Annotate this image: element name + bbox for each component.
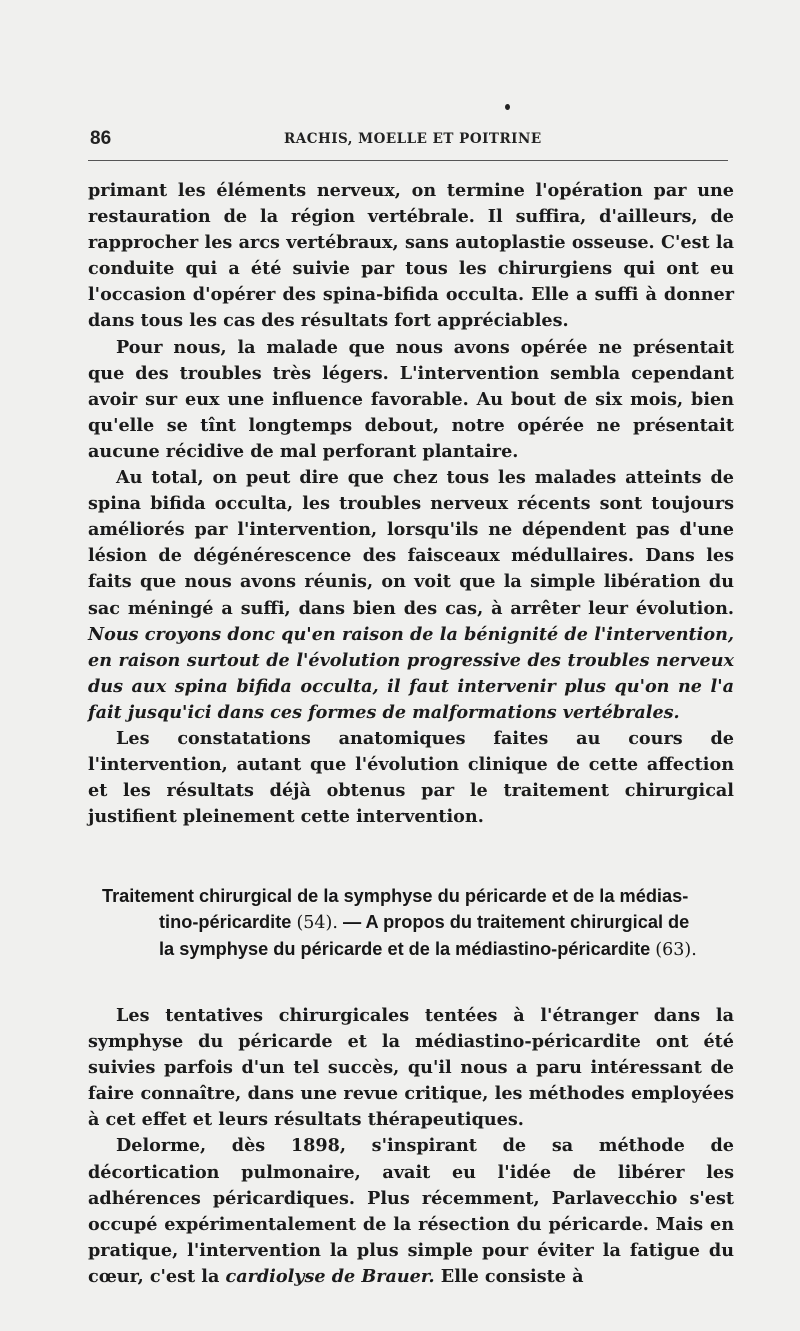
text-block-spina-bifida [88, 178, 734, 830]
section-title-line1: Traitement chirurgical de la symphyse du péricarde et de la médias- [102, 886, 689, 906]
paragraph-text: Au total, on peut dire que chez tous les malades atteints de spina bifida occulta, les troubles nerveux récents sont toujours améliorés par l'intervention, lorsqu'ils ne dépendent pas d'une lésion de dégénérescence des faisceaux médullaires. Dans les faits que nous avons réunis, on voit que la simple libération du sac méningé a suffi, dans bien des cas, à arrêter leur évolution. [88, 467, 734, 619]
ink-dot [505, 104, 510, 110]
italic-term: cardiolyse de Brauer. [225, 1265, 435, 1287]
paragraph: Pour nous, la malade que nous avons opérée ne présentait que des troubles très légers. L'intervention sembla cependant avoir sur eux une influence favorable. Au bout de six mois, bien qu'elle se tînt longtemps debout, notre opérée ne présentait aucune récidive de mal perforant plantaire. [88, 336, 734, 462]
paragraph-text: Elle consiste à [434, 1265, 584, 1287]
section-title [102, 883, 734, 963]
paragraph: Les tentatives chirurgicales tentées à l'étranger dans la symphyse du péricarde et la médiastino-péricardite ont été suivies parfois d'un tel succès, qu'il nous a paru intéressant de faire connaître, dans une revue critique, les méthodes employées à cet effet et leurs résultats thérapeutiques. [88, 1005, 734, 1131]
paragraph-text: Delorme, dès 1898, s'inspirant de sa méthode de décortication pulmonaire, avait eu l'idée de libérer les adhérences péricardiques. Plus récemment, Parlavecchio s'est occupé expérimentalement de la résection du péricarde. Mais en pratique, l'intervention la plus simple pour éviter la fatigue du cœur, c'est la [88, 1135, 734, 1287]
section-title-line2 [102, 909, 734, 936]
header-rule [88, 160, 728, 161]
text-block-pericarde [88, 1003, 734, 1290]
section-title-line3 [102, 936, 734, 963]
section-title-text: tino-péricardite [159, 912, 297, 932]
reference-number: (63). [655, 940, 697, 960]
paragraph: primant les éléments nerveux, on termine l'opération par une restauration de la région vertébrale. Il suffira, d'ailleurs, de rapprocher les arcs vertébraux, sans autoplastie osseuse. C'est la conduite qui a été suivie par tous les chirurgiens qui ont eu l'occasion d'opérer des spina-bifida occulta. Elle a suffi à donner dans tous les cas des résultats fort appréciables. [88, 180, 734, 332]
running-title: RACHIS, MOELLE ET POITRINE [284, 131, 542, 147]
paragraph: Les constatations anatomiques faites au cours de l'intervention, autant que l'évolution clinique de cette affection et les résultats déjà obtenus par le traitement chirurgical justifient pleinement cette intervention. [88, 727, 734, 828]
paragraph-delorme [88, 1133, 734, 1290]
paragraph-conclusion [88, 465, 734, 726]
italic-conclusion: Nous croyons donc qu'en raison de la bénignité de l'intervention, en raison surtout de l'évolution progressive des troubles nerveux dus aux spina bifida occulta, il faut intervenir plus qu'on ne l'a fait jusqu'ici dans ces formes de malformations vertébrales. [88, 623, 734, 723]
section-title-text: la symphyse du péricarde et de la médiastino-péricardite [159, 939, 656, 959]
page-number: 86 [90, 128, 112, 149]
reference-number: (54). [296, 913, 338, 933]
section-title-text: — A propos du traitement chirurgical de [337, 912, 690, 932]
page-header [90, 128, 730, 158]
